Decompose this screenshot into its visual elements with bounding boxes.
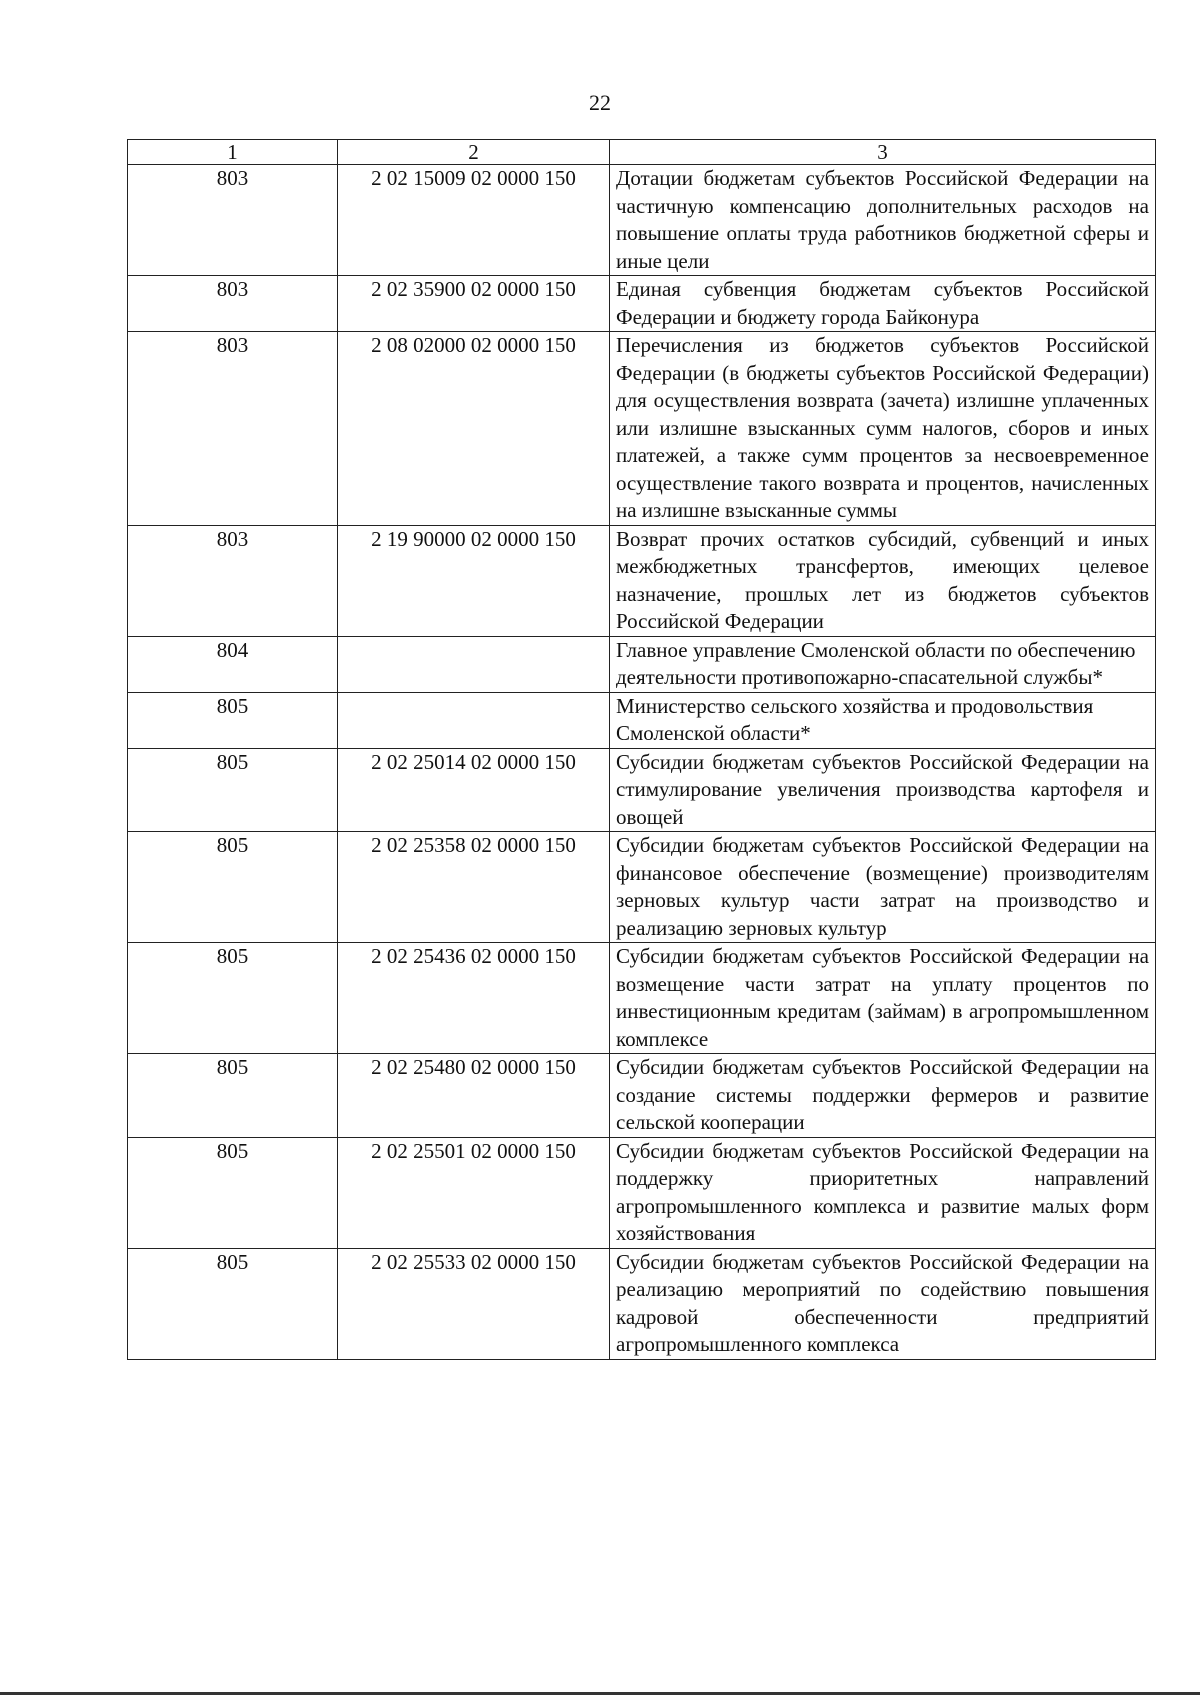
table-row [128,525,1156,636]
budget-classification-code-cell: 2 02 25480 02 0000 150 [338,1054,610,1138]
admin-code-cell: 803 [128,276,338,332]
column-header-3: 3 [610,140,1156,165]
admin-code-cell: 805 [128,832,338,943]
admin-code-cell: 803 [128,165,338,276]
revenue-description-cell: Субсидии бюджетам субъектов Российской Федерации на стимулирование увеличения производства картофеля и овощей [610,748,1156,832]
admin-code-cell: 804 [128,636,338,692]
budget-classification-code-cell: 2 02 15009 02 0000 150 [338,165,610,276]
budget-classification-code-cell: 2 02 25014 02 0000 150 [338,748,610,832]
column-header-1: 1 [128,140,338,165]
revenue-description-cell: Субсидии бюджетам субъектов Российской Федерации на поддержку приоритетных направлений агропромышленного комплекса и развитие малых форм хозяйствования [610,1137,1156,1248]
admin-code-cell: 805 [128,1248,338,1359]
budget-classification-code-cell: 2 08 02000 02 0000 150 [338,332,610,526]
table-row [128,1054,1156,1138]
budget-classification-code-cell [338,636,610,692]
admin-code-cell: 805 [128,692,338,748]
revenue-description-cell: Единая субвенция бюджетам субъектов Российской Федерации и бюджету города Байконура [610,276,1156,332]
budget-classification-code-cell [338,692,610,748]
budget-classification-code-cell: 2 02 25501 02 0000 150 [338,1137,610,1248]
table-row [128,1137,1156,1248]
admin-code-cell: 805 [128,1054,338,1138]
table-header-row [128,140,1156,165]
revenue-description-cell: Субсидии бюджетам субъектов Российской Федерации на возмещение части затрат на уплату процентов по инвестиционным кредитам (займам) в агропромышленном комплексе [610,943,1156,1054]
revenue-description-cell: Субсидии бюджетам субъектов Российской Федерации на создание системы поддержки фермеров и развитие сельской кооперации [610,1054,1156,1138]
budget-classification-code-cell: 2 02 25436 02 0000 150 [338,943,610,1054]
revenue-description-cell: Главное управление Смоленской области по обеспечению деятельности противопожарно-спасательной службы* [610,636,1156,692]
admin-code-cell: 803 [128,525,338,636]
table-body [128,165,1156,1360]
revenue-description-cell: Возврат прочих остатков субсидий, субвенций и иных межбюджетных трансфертов, имеющих целевое назначение, прошлых лет из бюджетов субъектов Российской Федерации [610,525,1156,636]
table-row [128,636,1156,692]
table-row [128,832,1156,943]
table-row [128,332,1156,526]
table-row [128,748,1156,832]
admin-code-cell: 803 [128,332,338,526]
table-row [128,943,1156,1054]
table-row [128,165,1156,276]
budget-classification-code-cell: 2 19 90000 02 0000 150 [338,525,610,636]
budget-revenue-table [127,139,1156,1360]
budget-classification-code-cell: 2 02 25358 02 0000 150 [338,832,610,943]
revenue-description-cell: Дотации бюджетам субъектов Российской Федерации на частичную компенсацию дополнительных расходов на повышение оплаты труда работников бюджетной сферы и иные цели [610,165,1156,276]
column-header-2: 2 [338,140,610,165]
revenue-description-cell: Субсидии бюджетам субъектов Российской Федерации на реализацию мероприятий по содействию повышения кадровой обеспеченности предприятий агропромышленного комплекса [610,1248,1156,1359]
admin-code-cell: 805 [128,943,338,1054]
revenue-description-cell: Субсидии бюджетам субъектов Российской Федерации на финансовое обеспечение (возмещение) производителям зерновых культур части затрат на производство и реализацию зерновых культур [610,832,1156,943]
page-number: 22 [589,90,611,115]
budget-classification-code-cell: 2 02 35900 02 0000 150 [338,276,610,332]
budget-classification-code-cell: 2 02 25533 02 0000 150 [338,1248,610,1359]
table-row [128,276,1156,332]
revenue-description-cell: Министерство сельского хозяйства и продовольствия Смоленской области* [610,692,1156,748]
admin-code-cell: 805 [128,1137,338,1248]
bottom-scan-edge [0,1692,1200,1695]
table-row [128,1248,1156,1359]
revenue-description-cell: Перечисления из бюджетов субъектов Российской Федерации (в бюджеты субъектов Российской Федерации) для осуществления возврата (зачета) излишне уплаченных или излишне взысканных сумм налогов, сборов и иных платежей, а также сумм процентов за несвоевременное осуществление такого возврата и процентов, начисленных на излишне взысканные суммы [610,332,1156,526]
admin-code-cell: 805 [128,748,338,832]
table-row [128,692,1156,748]
